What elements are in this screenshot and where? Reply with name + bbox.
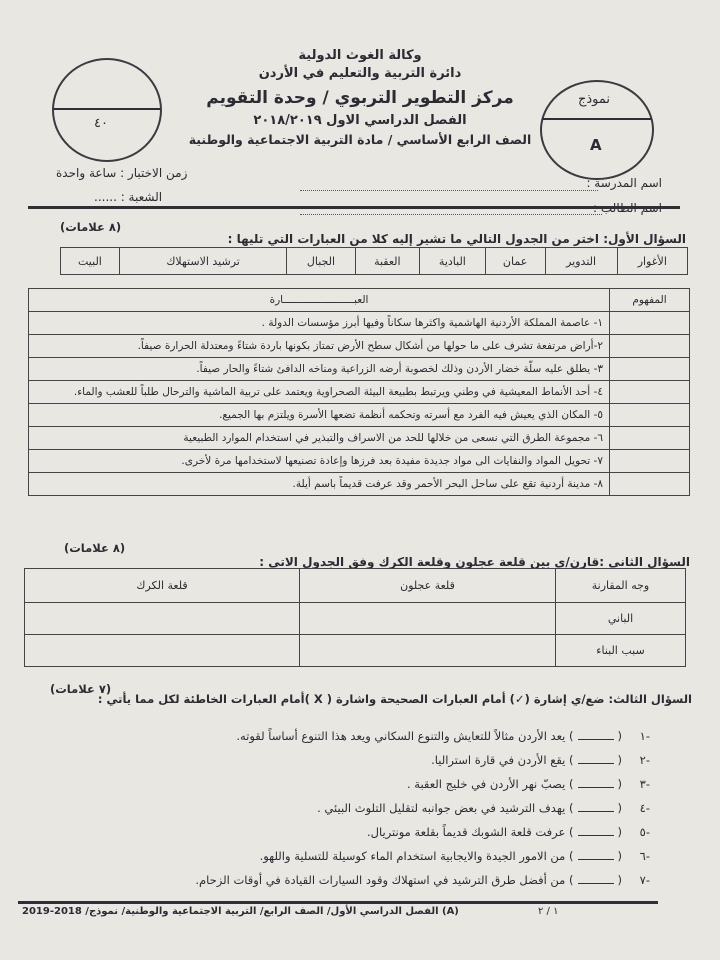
concept-answer-cell[interactable] [610,358,690,381]
q2-marks: (٨ علامات) [64,541,126,555]
answer-blank[interactable] [578,835,614,836]
statement-cell: ٨- مدينة أردنية تقع على ساحل البحر الأحمر وقد عرفت قديماً باسم أيلة. [29,473,610,496]
word-bank-item: التدوير [545,248,617,275]
answer-blank[interactable] [578,787,614,788]
q3-title: السؤال الثالث: ضع/ي إشارة (✓) أمام العبارات الصحيحة واشارة ( X )أمام العبارات الخاطئة لكل مما يأتي : [97,692,692,706]
q1-word-bank [60,247,688,275]
q3-item: -٦() من الامور الجيدة والايجابية استخدام الماء كوسيلة للتسلية واللهو. [259,849,650,863]
model-circle [540,80,654,180]
word-bank-item: عمان [485,248,545,275]
comparison-aspect-header: وجه المقارنة [556,569,686,603]
item-number: -٦ [639,849,650,863]
answer-blank[interactable] [578,859,614,860]
concept-answer-cell[interactable] [610,335,690,358]
item-number: -١ [639,729,650,743]
q3-item: -١() يعد الأردن مثالاً للتعايش والتنوع السكاني ويعد هذا التنوع أساساً لقوته. [236,729,650,743]
item-text: يصبّ نهر الأردن في خليج العقبة . [406,777,566,791]
answer-cell[interactable] [25,603,300,635]
col-concept-header: المفهوم [610,289,690,312]
word-bank-item: البيت [61,248,120,275]
answer-blank[interactable] [578,739,614,740]
header-agency: وكالة الغوث الدولية [298,48,422,63]
section-label: الشعبة : ...... [94,190,163,204]
q1-concepts-table [28,288,690,496]
exam-time: زمن الاختبار : ساعة واحدة [56,166,188,180]
item-number: -٧ [639,873,650,887]
row-reason-label: سبب البناء [556,635,686,667]
item-text: يقع الأردن في قارة استراليا. [431,753,566,767]
score-circle [52,58,162,162]
q3-item: -٥() عرفت قلعة الشوبك قديماً بقلعة مونتريال. [367,825,650,839]
school-name-field[interactable] [300,190,598,191]
header-department: دائرة التربية والتعليم في الأردن [258,66,462,81]
school-label: اسم المدرسة : [586,176,662,190]
item-number: -٤ [639,801,650,815]
model-letter: A [590,136,602,154]
word-bank-item: الأغوار [617,248,687,275]
word-bank-item: الجبال [287,248,355,275]
q1-title: السؤال الأول: اختر من الجدول التالي ما تشير إليه كلا من العبارات التي تليها : [227,232,686,246]
statement-cell: ٦- مجموعة الطرق التي نسعى من خلالها للحد من الاسراف والتبذير في استخدام الموارد الطبيعية [29,427,610,450]
statement-cell: ٤- أحد الأنماط المعيشية في وطني ويرتبط بطبيعة البيئة الصحراوية ويعتمد على تربية الماشية والترحال طلباً للعشب والماء. [29,381,610,404]
answer-cell[interactable] [300,635,556,667]
ajloun-castle-header: قلعة عجلون [300,569,556,603]
concept-answer-cell[interactable] [610,381,690,404]
answer-cell[interactable] [25,635,300,667]
concept-answer-cell[interactable] [610,312,690,335]
q3-item: -٣() يصبّ نهر الأردن في خليج العقبة . [406,777,650,791]
answer-blank[interactable] [578,811,614,812]
word-bank-item: العقبة [355,248,420,275]
item-number: -٣ [639,777,650,791]
item-text: يهدف الترشيد في بعض جوانبه لتقليل التلوث البيئي . [317,801,566,815]
col-statement-header: العبـــــــــــــــــــــــارة [29,289,610,312]
header-rule [28,206,680,209]
word-bank-item: ترشيد الاستهلاك [119,248,286,275]
footer-rule [18,901,658,904]
item-number: -٢ [639,753,650,767]
concept-answer-cell[interactable] [610,427,690,450]
q2-title: السؤال الثاني :قارن/ي بين قلعة عجلون وقلعة الكرك وفق الجدول الاتي : [259,555,690,569]
q2-comparison-table [24,568,686,667]
item-text: يعد الأردن مثالاً للتعايش والتنوع السكاني ويعد هذا التنوع أساساً لقوته. [236,729,566,743]
model-divider [542,118,652,120]
statement-cell: ٧- تحويل المواد والنفايات الى مواد جديدة مفيدة بعد فرزها وإعادة تصنيعها لاستخدامها مرة لأخرى. [29,450,610,473]
karak-castle-header: قلعة الكرك [25,569,300,603]
statement-cell: ١- عاصمة المملكة الأردنية الهاشمية واكثرها سكاناً وفيها أبرز مؤسسات الدولة . [29,312,610,335]
concept-answer-cell[interactable] [610,450,690,473]
q1-marks: (٨ علامات) [60,220,122,234]
item-number: -٥ [639,825,650,839]
word-bank-item: البادية [420,248,486,275]
model-label: نموذج [578,92,611,107]
q3-item: -٧() من أفضل طرق الترشيد في استهلاك وقود السيارات القيادة في أوقات الزحام. [195,873,650,887]
q3-item: -٤() يهدف الترشيد في بعض جوانبه لتقليل التلوث البيئي . [317,801,650,815]
footer-text: 2019-2018 /الفصل الدراسي الأول/ الصف الرابع/ التربية الاجتماعية والوطنية/ نموذج (A) [22,906,459,917]
item-text: عرفت قلعة الشوبك قديماً بقلعة مونتريال. [367,825,566,839]
item-text: من أفضل طرق الترشيد في استهلاك وقود السيارات القيادة في أوقات الزحام. [195,873,566,887]
header-subject: الصف الرابع الأساسي / مادة التربية الاجتماعية والوطنية [188,132,532,147]
header-center: مركز التطوير التربوي / وحدة التقويم [206,88,514,108]
page-number: ١ / ٢ [538,906,559,917]
statement-cell: ٥- المكان الذي يعيش فيه الفرد مع أسرته وتحكمه أنظمة تضعها الأسرة ويلتزم بها الجميع. [29,404,610,427]
statement-cell: ٢-أراض مرتفعة تشرف على ما حولها من أشكال سطح الأرض تمتاز بكونها باردة شتاءً ومعتدلة الحرارة صيفاً. [29,335,610,358]
student-label: اسم الطالب : [593,201,662,215]
answer-blank[interactable] [578,883,614,884]
q3-marks: (٧ علامات) [50,682,112,696]
answer-cell[interactable] [300,603,556,635]
concept-answer-cell[interactable] [610,473,690,496]
q3-item: -٢() يقع الأردن في قارة استراليا. [431,753,650,767]
statement-cell: ٣- يطلق عليه سلّة خضار الأردن وذلك لخصوبة أرضه الزراعية ومناخه الدافئ شتاءً والحار صيفاً. [29,358,610,381]
score-circle-divider [54,108,160,110]
row-builder-label: الباني [556,603,686,635]
header-semester: الفصل الدراسي الاول ٢٠١٨/٢٠١٩ [253,113,467,128]
concept-answer-cell[interactable] [610,404,690,427]
answer-blank[interactable] [578,763,614,764]
item-text: من الامور الجيدة والايجابية استخدام الماء كوسيلة للتسلية واللهو. [259,849,566,863]
student-name-field[interactable] [300,214,602,215]
score-total: ٤٠ [94,116,108,131]
